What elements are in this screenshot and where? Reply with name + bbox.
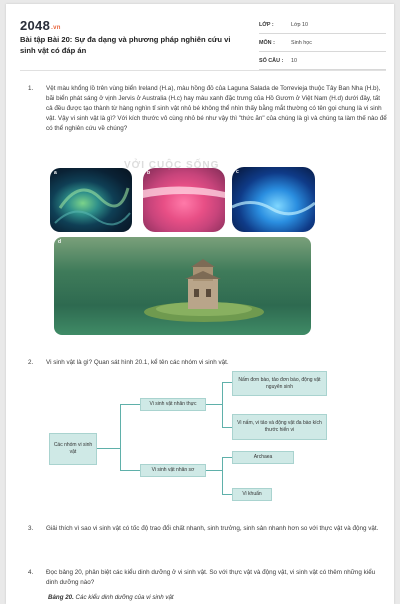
meta-class: LỚP : Lớp 10: [259, 16, 386, 34]
node-root: Các nhóm vi sinh vật: [49, 433, 97, 465]
turtle-tower-icon: [54, 237, 311, 335]
connector: [206, 404, 223, 405]
page-title: Bài tập Bài 20: Sự đa dạng và phương pháp nghiên cứu vi sinh vật có đáp án: [20, 35, 231, 55]
node-eukaryote: Vi sinh vật nhân thực: [140, 398, 206, 411]
meta-count: SỐ CÂU : 10: [259, 52, 386, 70]
connector: [206, 470, 223, 471]
node-unicellular: Nấm đơn bào, tảo đơn bào, động vật nguyên sinh: [232, 371, 327, 396]
connector: [222, 494, 232, 495]
photo-a-ireland: a: [50, 168, 132, 232]
photo-b-laguna: b: [143, 168, 225, 232]
node-multicellular: Vi nấm, vi tảo và động vật đa bào kích thước hiển vi: [232, 414, 327, 440]
connector: [222, 457, 223, 495]
connector: [120, 404, 121, 471]
photo-c-jervis-bay: c: [232, 167, 315, 232]
connector: [222, 382, 223, 428]
connector: [120, 404, 140, 405]
worksheet-page: 2048.vn Bài tập Bài 20: Sự đa dạng và phương pháp nghiên cứu vi sinh vật có đáp án LỚP : Lớp 10 MÔN : Sinh học SỐ CÂU : 10 1. Vệt màu khổng lồ trên vùng biển Ireland (H.a), màu hồng đỏ của Laguna Salada de Torrevieja thuộc Tây Ban Nha (H.b), bãi biển phát sáng ở vịnh Jervis ở Australia (H.c) hay màu xanh đặc trưng của Hồ Gươm ở Việt Nam (H.d) dưới đây, tất cả đều được tạo thành từ hàng nghìn tỉ sinh vật nhỏ bé không thể nhìn thấy bằng mắt thường có tên gọi chung là vi sinh vật. Vậy vi sinh vật là gì? Với kích thước vô cùng nhỏ bé như vậy thì "thức ăn" của chúng là gì và chúng ta làm thế nào để có thể nghiên cứu về chúng? a b c VỞI CUỘC SỐNG d 2. Vi sinh vật là gì? Quan sát hình 20.1, kể tên các nhóm vi sinh vật. Các nhóm vi sinh vật Vi sinh vật nhân thực Vi sinh vật nhân sơ Nấm đơn bào, tảo đơn bào, động vật nguyên sinh Vi nấm, vi tảo và động vật đa bào kích thước hiển vi Archaea Vi khuẩn 3. Giải thích vì sao vi sinh vật có tốc độ trao đổi chất nhanh, sinh trưởng, sinh sản nhanh hơn so với thực vật và động vật. 4. Đọc bảng 20, phân biệt các kiểu dinh dưỡng ở vi sinh vật. So với thực vật và động vật, vi sinh vật có thêm những kiểu dinh dưỡng nào? Bảng 20. Các kiểu dinh dưỡng của vi sinh vật: [6, 4, 394, 604]
meta-info: [259, 16, 386, 70]
table-caption: Bảng 20. Các kiểu dinh dưỡng của vi sinh vật: [48, 594, 174, 601]
connector: [222, 457, 232, 458]
meta-subject: MÔN : Sinh học: [259, 34, 386, 52]
node-archaea: Archaea: [232, 451, 294, 464]
connector: [222, 427, 232, 428]
node-prokaryote: Vi sinh vật nhân sơ: [140, 464, 206, 477]
connector: [222, 382, 232, 383]
connector: [120, 470, 140, 471]
photo-d-ho-guom: d: [54, 237, 311, 335]
connector: [97, 448, 120, 449]
site-logo[interactable]: 2048.vn: [20, 18, 61, 33]
watermark: VỞI CUỘC SỐNG: [124, 160, 220, 171]
header-divider: [20, 70, 386, 71]
node-bacteria: Vi khuẩn: [232, 488, 272, 501]
